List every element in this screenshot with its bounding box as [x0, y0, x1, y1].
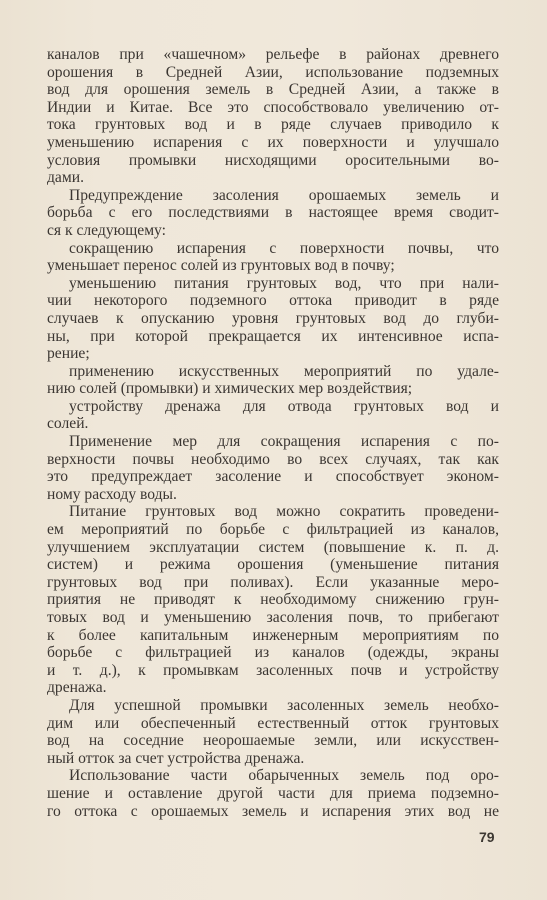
text-line: устройству дренажа для отвода грунтовых вод и: [69, 397, 499, 415]
text-line: ный отток за счет устройства дренажа.: [47, 749, 305, 767]
page-body-text: [47, 46, 499, 820]
text-line: случаев к опусканию уровня грунтовых вод до глуби-: [47, 309, 499, 327]
text-line: борьба с его последствиями в настоящее время сводит-: [47, 204, 499, 222]
text-line: Для успешной промывки засоленных земель необхо-: [69, 696, 499, 714]
text-line: ному расходу воды.: [47, 485, 177, 503]
text-line: Индии и Китае. Все это способствовало увеличению от-: [47, 98, 499, 116]
text-line: к более капитальным инженерным мероприятиям по: [47, 626, 499, 644]
text-line: дим или обеспеченный естественный отток грунтовых: [47, 714, 499, 732]
text-line: товых вод и уменьшению засоления почв, то прибегают: [47, 609, 499, 626]
text-line: шение и оставление другой части для приема подземно-: [47, 784, 499, 802]
text-line: каналов при «чашечном» рельефе в районах древнего: [47, 46, 499, 63]
text-line: грунтовых вод при поливах). Если указанные меро-: [47, 573, 499, 591]
text-line: ем мероприятий по борьбе с фильтрацией из каналов,: [47, 521, 499, 539]
text-line: условия промывки нисходящими оросительными во-: [47, 151, 499, 169]
text-line: применению искусственных мероприятий по удале-: [69, 362, 499, 380]
text-line: систем) и режима орошения (уменьшение питания: [47, 556, 499, 574]
text-line: дренажа.: [47, 679, 107, 697]
text-line: вод для орошения земель в Средней Азии, а также в: [47, 81, 499, 99]
text-line: дами.: [47, 169, 84, 187]
text-line: ны, при которой прекращается их интенсивное испа-: [47, 327, 499, 345]
text-line: уменьшению питания грунтовых вод, что при нали-: [69, 274, 499, 292]
text-line: верхности почвы необходимо во всех случаях, так как: [47, 450, 499, 468]
text-line: улучшением эксплуатации систем (повышение к. п. д.: [47, 538, 499, 556]
text-line: Использование части обарыченных земель под оро-: [69, 767, 499, 785]
text-line: уменьшает перенос солей из грунтовых вод в почву;: [47, 257, 395, 275]
text-line: сокращению испарения с поверхности почвы, что: [69, 239, 499, 257]
text-line: ся к следующему:: [47, 221, 166, 239]
text-line: приятия не приводят к необходимому снижению грун-: [47, 591, 499, 609]
text-line: и т. д.), к промывкам засоленных почв и устройству: [47, 661, 499, 679]
text-line: вод на соседние неорошаемые земли, или искусствен-: [47, 732, 499, 750]
page-number: 79: [479, 829, 495, 845]
text-line: солей.: [47, 415, 89, 433]
text-line: го оттока с орошаемых земель и испарения этих вод не: [47, 802, 499, 820]
text-line: уменьшению испарения с их поверхности и улучшало: [47, 133, 499, 151]
text-line: рение;: [47, 345, 90, 363]
text-line: это предупреждает засоление и способствует эконом-: [47, 468, 499, 486]
text-line: нию солей (промывки) и химических мер воздействия;: [47, 380, 413, 398]
text-line: борьбе с фильтрацией из каналов (одежды, экраны: [47, 644, 499, 662]
text-line: орошения в Средней Азии, использование подземных: [47, 63, 499, 81]
text-line: Применение мер для сокращения испарения с по-: [69, 433, 499, 451]
text-line: тока грунтовых вод и в ряде случаев приводило к: [47, 116, 499, 134]
text-line: Предупреждение засоления орошаемых земель и: [69, 186, 499, 204]
text-line: чии некоторого подземного оттока приводит в ряде: [47, 292, 499, 310]
text-line: Питание грунтовых вод можно сократить проведени-: [69, 503, 499, 521]
